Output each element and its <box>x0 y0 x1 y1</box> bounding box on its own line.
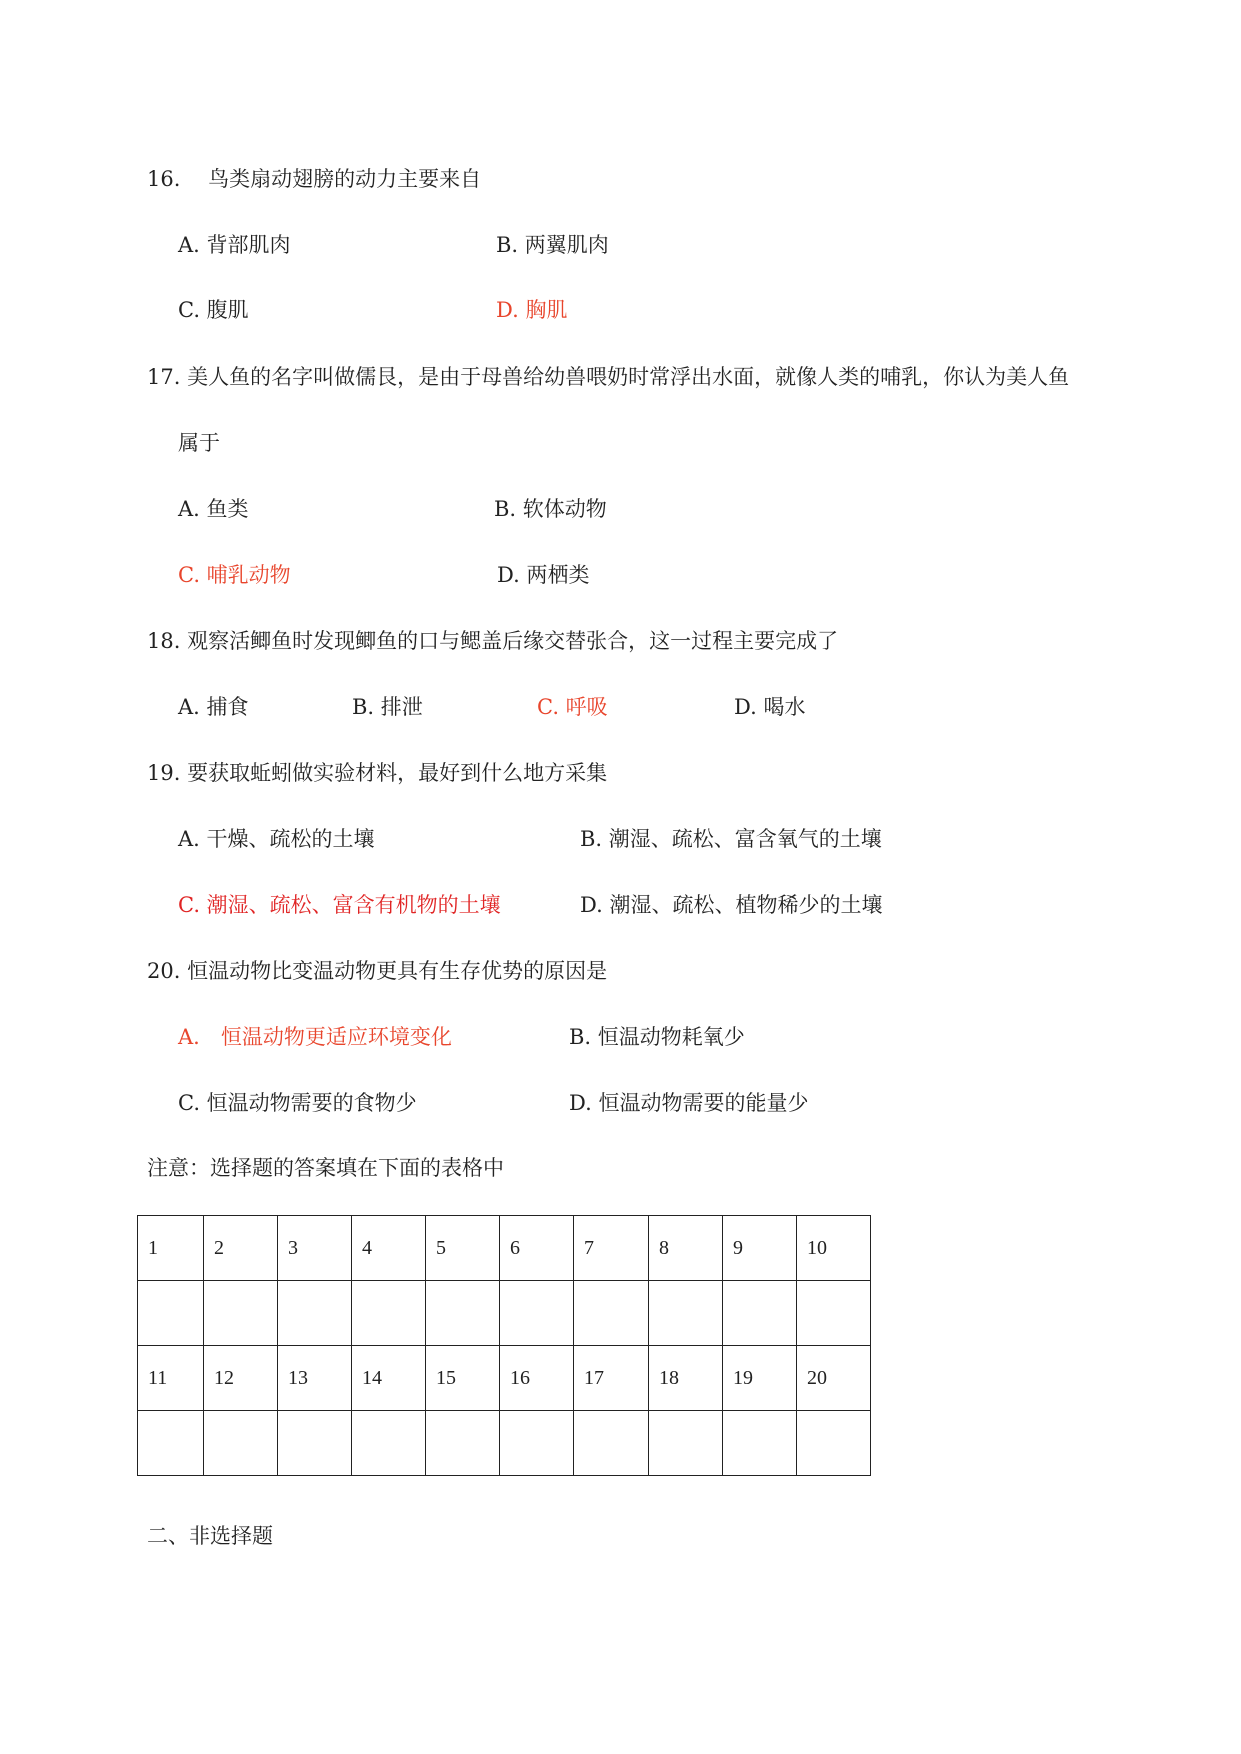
q20-option-c: C. 恒温动物需要的食物少 <box>178 1091 417 1115</box>
q20-option-d: D. 恒温动物需要的能量少 <box>569 1091 809 1115</box>
table-row-numbers-1 <box>138 1216 871 1281</box>
answer-cell[interactable] <box>574 1411 649 1476</box>
table-cell: 20 <box>797 1346 871 1411</box>
table-cell: 13 <box>278 1346 352 1411</box>
q17-option-c-answer: C. 哺乳动物 <box>178 563 291 587</box>
table-cell: 18 <box>649 1346 723 1411</box>
answer-cell[interactable] <box>797 1411 871 1476</box>
answer-cell[interactable] <box>352 1281 426 1346</box>
answer-cell[interactable] <box>352 1411 426 1476</box>
answer-cell[interactable] <box>278 1411 352 1476</box>
table-row-answers-2 <box>138 1411 871 1476</box>
q18-stem: 18. 观察活鲫鱼时发现鲫鱼的口与鳃盖后缘交替张合，这一过程主要完成了 <box>147 629 839 653</box>
q20-stem: 20. 恒温动物比变温动物更具有生存优势的原因是 <box>147 959 608 983</box>
answer-cell[interactable] <box>138 1281 204 1346</box>
table-cell: 16 <box>500 1346 574 1411</box>
q19-stem: 19. 要获取蚯蚓做实验材料，最好到什么地方采集 <box>147 761 608 785</box>
q17-option-a: A. 鱼类 <box>178 497 249 521</box>
q17-stem-line1: 17. 美人鱼的名字叫做儒艮，是由于母兽给幼兽喂奶时常浮出水面，就像人类的哺乳，你认为美人鱼 <box>147 365 1070 389</box>
answer-cell[interactable] <box>500 1411 574 1476</box>
table-cell: 19 <box>723 1346 797 1411</box>
q17-stem-line2: 属于 <box>178 431 220 455</box>
q18-option-d: D. 喝水 <box>734 695 806 719</box>
q19-option-c-answer: C. 潮湿、疏松、富含有机物的土壤 <box>178 893 501 917</box>
table-cell: 5 <box>426 1216 500 1281</box>
table-row-answers-1 <box>138 1281 871 1346</box>
q18-option-b: B. 排泄 <box>352 695 423 719</box>
answer-cell[interactable] <box>278 1281 352 1346</box>
answer-cell[interactable] <box>138 1411 204 1476</box>
table-cell: 3 <box>278 1216 352 1281</box>
q16-option-c: C. 腹肌 <box>178 298 249 322</box>
q19-option-d: D. 潮湿、疏松、植物稀少的土壤 <box>580 893 883 917</box>
q17-option-b: B. 软体动物 <box>494 497 607 521</box>
table-cell: 1 <box>138 1216 204 1281</box>
answer-cell[interactable] <box>649 1281 723 1346</box>
answer-cell[interactable] <box>426 1411 500 1476</box>
q20-option-a-answer: A. 恒温动物更适应环境变化 <box>178 1025 452 1049</box>
answer-cell[interactable] <box>723 1411 797 1476</box>
section-heading-non-choice: 二、非选择题 <box>147 1524 273 1548</box>
answer-cell[interactable] <box>797 1281 871 1346</box>
table-cell: 15 <box>426 1346 500 1411</box>
answer-note: 注意：选择题的答案填在下面的表格中 <box>147 1156 504 1180</box>
answer-cell[interactable] <box>204 1411 278 1476</box>
answer-cell[interactable] <box>204 1281 278 1346</box>
table-cell: 9 <box>723 1216 797 1281</box>
q16-option-b: B. 两翼肌肉 <box>496 233 609 257</box>
answer-cell[interactable] <box>500 1281 574 1346</box>
q16-stem: 16. 鸟类扇动翅膀的动力主要来自 <box>147 167 482 191</box>
q20-option-b: B. 恒温动物耗氧少 <box>569 1025 745 1049</box>
q19-option-a: A. 干燥、疏松的土壤 <box>178 827 375 851</box>
answer-cell[interactable] <box>574 1281 649 1346</box>
q18-option-a: A. 捕食 <box>178 695 249 719</box>
answer-cell[interactable] <box>426 1281 500 1346</box>
q18-option-c-answer: C. 呼吸 <box>537 695 608 719</box>
table-cell: 10 <box>797 1216 871 1281</box>
table-cell: 17 <box>574 1346 649 1411</box>
q19-option-b: B. 潮湿、疏松、富含氧气的土壤 <box>580 827 882 851</box>
table-cell: 2 <box>204 1216 278 1281</box>
table-row-numbers-2 <box>138 1346 871 1411</box>
answer-cell[interactable] <box>723 1281 797 1346</box>
table-cell: 6 <box>500 1216 574 1281</box>
q17-option-d: D. 两栖类 <box>497 563 590 587</box>
q16-option-d-answer: D. 胸肌 <box>496 298 568 322</box>
q16-option-a: A. 背部肌肉 <box>178 233 291 257</box>
table-cell: 7 <box>574 1216 649 1281</box>
answer-cell[interactable] <box>649 1411 723 1476</box>
table-cell: 14 <box>352 1346 426 1411</box>
answer-table <box>137 1215 871 1476</box>
table-cell: 8 <box>649 1216 723 1281</box>
table-cell: 11 <box>138 1346 204 1411</box>
table-cell: 12 <box>204 1346 278 1411</box>
table-cell: 4 <box>352 1216 426 1281</box>
